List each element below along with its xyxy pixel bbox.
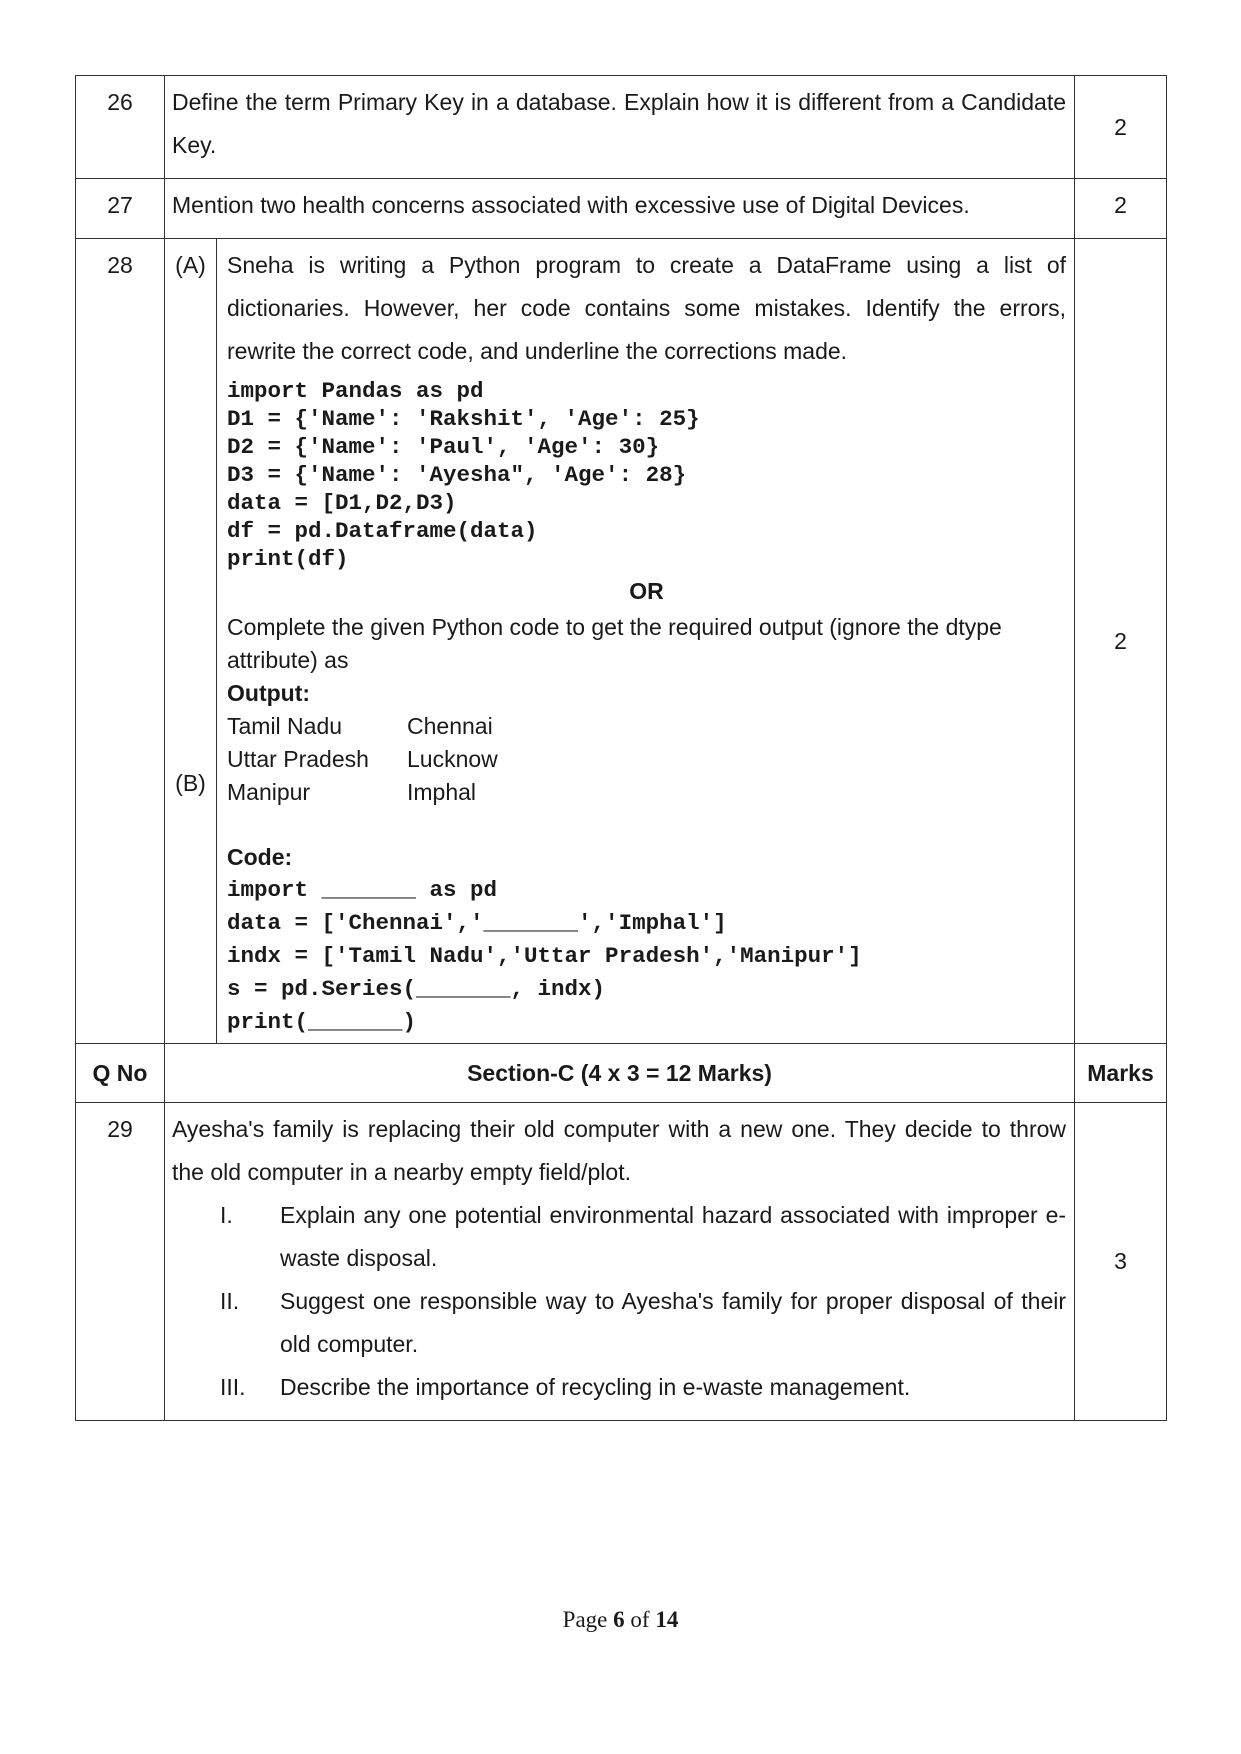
output-label: Output: bbox=[227, 680, 311, 706]
sub-question-list bbox=[172, 1194, 1066, 1409]
question-marks: 3 bbox=[1075, 1103, 1167, 1421]
sub-question-a-text: Sneha is writing a Python program to create a DataFrame using a list of dictionaries. However, her code contains some mistakes. Identify the errors, rewrite the correct code, and underline the corrections made. bbox=[227, 252, 1067, 364]
item-text: Suggest one responsible way to Ayesha's family for proper disposal of their old computer. bbox=[280, 1288, 1067, 1357]
question-marks: 2 bbox=[1075, 76, 1167, 179]
code-line: data = ['Chennai','_______','Imphal'] bbox=[227, 910, 727, 936]
item-number: I. bbox=[220, 1202, 233, 1228]
page-footer bbox=[0, 1607, 1241, 1633]
question-row-27 bbox=[76, 179, 1167, 239]
code-block-b bbox=[227, 874, 1066, 1039]
question-row-28 bbox=[76, 239, 1167, 1044]
question-marks: 2 bbox=[1075, 239, 1167, 1044]
code-line: import Pandas as pd bbox=[227, 378, 484, 404]
code-line: s = pd.Series(_______, indx) bbox=[227, 976, 606, 1002]
list-item bbox=[172, 1280, 1066, 1366]
question-text bbox=[165, 1103, 1075, 1421]
list-item bbox=[172, 1366, 1066, 1409]
output-state: Uttar Pradesh bbox=[227, 746, 369, 772]
sub-question-a-label: (A) bbox=[175, 252, 206, 278]
output-capital: Chennai bbox=[407, 713, 493, 739]
spacer bbox=[227, 809, 1066, 841]
output-row bbox=[227, 710, 1066, 743]
question-number: 29 bbox=[76, 1103, 165, 1421]
code-label: Code: bbox=[227, 844, 293, 870]
code-line: data = [D1,D2,D3) bbox=[227, 490, 457, 516]
output-row bbox=[227, 743, 1066, 776]
question-number: 26 bbox=[76, 76, 165, 179]
question-28-body bbox=[217, 239, 1075, 1044]
question-26-text: Define the term Primary Key in a database. Explain how it is different from a Candidate Key. bbox=[172, 89, 1067, 158]
header-marks: Marks bbox=[1075, 1044, 1167, 1103]
sub-question-labels bbox=[165, 239, 217, 1044]
code-line: print(_______) bbox=[227, 1009, 417, 1035]
question-29-text: Ayesha's family is replacing their old computer with a new one. They decide to throw the old computer in a nearby empty field/plot. bbox=[172, 1116, 1067, 1185]
output-capital: Imphal bbox=[407, 779, 477, 805]
section-title: Section-C (4 x 3 = 12 Marks) bbox=[165, 1044, 1075, 1103]
footer-page-number: 6 bbox=[613, 1607, 625, 1632]
footer-total-pages: 14 bbox=[655, 1607, 679, 1632]
output-state: Tamil Nadu bbox=[227, 713, 343, 739]
header-qno: Q No bbox=[76, 1044, 165, 1103]
code-line: D3 = {'Name': 'Ayesha", 'Age': 28} bbox=[227, 462, 687, 488]
code-line: import _______ as pd bbox=[227, 877, 498, 903]
output-capital: Lucknow bbox=[407, 746, 498, 772]
output-row bbox=[227, 776, 1066, 809]
question-row-29 bbox=[76, 1103, 1167, 1421]
footer-prefix: Page bbox=[562, 1607, 614, 1632]
output-state: Manipur bbox=[227, 779, 311, 805]
question-number: 27 bbox=[76, 179, 165, 239]
or-separator: OR bbox=[629, 578, 664, 604]
item-text: Explain any one potential environmental hazard associated with improper e-waste disposal. bbox=[280, 1202, 1067, 1271]
question-27-text: Mention two health concerns associated with excessive use of Digital Devices. bbox=[172, 192, 970, 218]
question-marks: 2 bbox=[1075, 179, 1167, 239]
code-block-a bbox=[227, 377, 1066, 573]
code-line: D2 = {'Name': 'Paul', 'Age': 30} bbox=[227, 434, 660, 460]
question-text bbox=[165, 76, 1075, 179]
question-row-26 bbox=[76, 76, 1167, 179]
question-text bbox=[165, 179, 1075, 239]
sub-question-b-text: Complete the given Python code to get the required output (ignore the dtype attribute) as bbox=[227, 614, 1002, 673]
code-line: indx = ['Tamil Nadu','Uttar Pradesh','Manipur'] bbox=[227, 943, 862, 969]
sub-question-b-label: (B) bbox=[175, 770, 206, 796]
question-number: 28 bbox=[76, 239, 165, 1044]
item-text: Describe the importance of recycling in e-waste management. bbox=[280, 1374, 911, 1400]
item-number: II. bbox=[220, 1288, 240, 1314]
item-number: III. bbox=[220, 1374, 246, 1400]
code-line: D1 = {'Name': 'Rakshit', 'Age': 25} bbox=[227, 406, 700, 432]
code-line: df = pd.Dataframe(data) bbox=[227, 518, 538, 544]
list-item bbox=[172, 1194, 1066, 1280]
code-line: print(df) bbox=[227, 546, 349, 572]
section-header-row bbox=[76, 1044, 1167, 1103]
question-table bbox=[75, 75, 1167, 1421]
footer-middle: of bbox=[624, 1607, 656, 1632]
